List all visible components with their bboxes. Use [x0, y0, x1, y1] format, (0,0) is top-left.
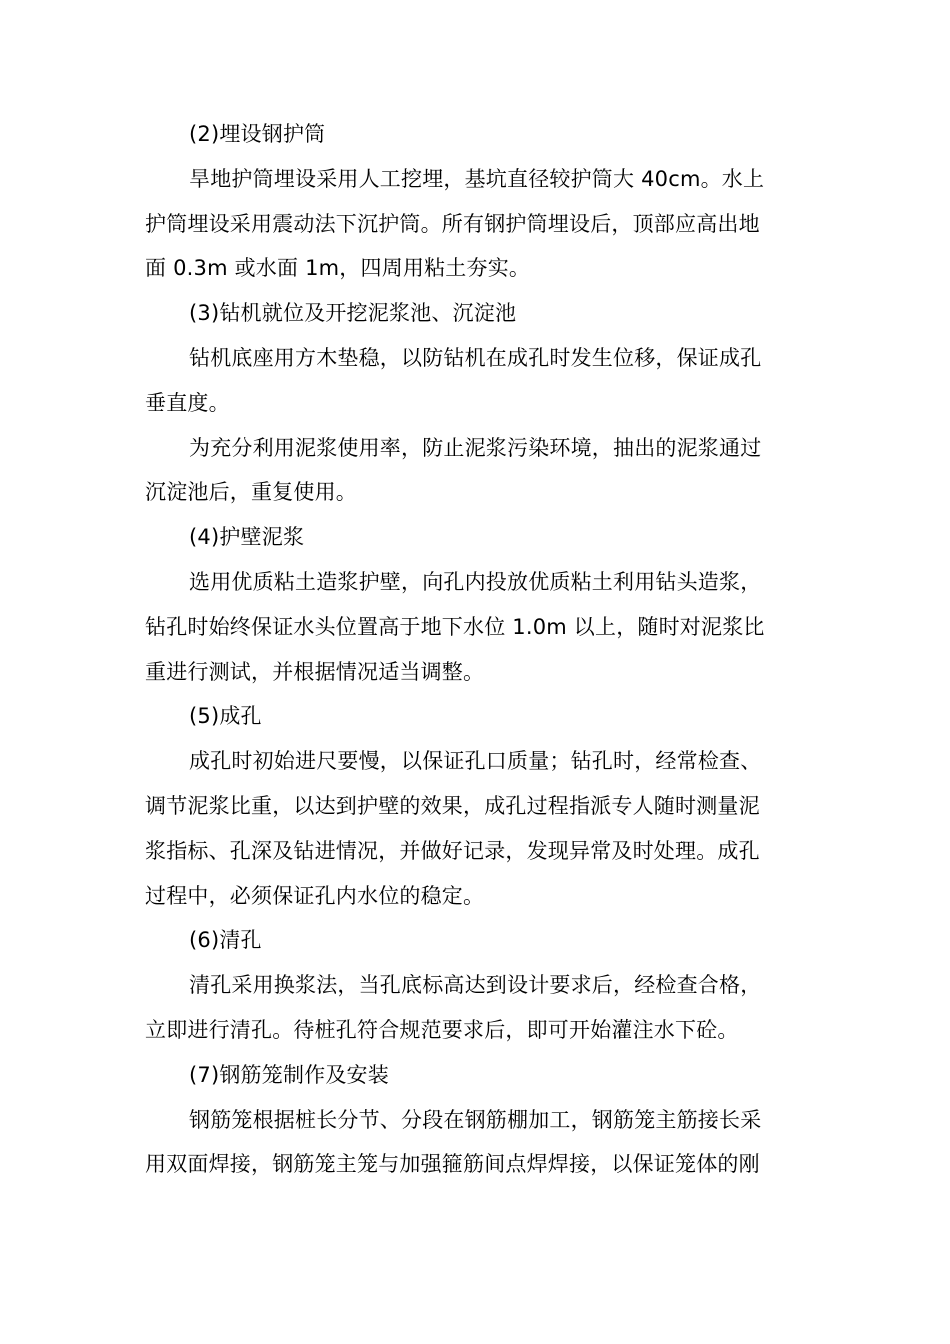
section-heading-hole-cleaning: (6)清孔	[189, 928, 262, 953]
section-heading-embed-steel-casing: (2)埋设钢护筒	[189, 122, 326, 146]
paragraph-line: 清孔采用换浆法，当孔底标高达到设计要求后，经检查合格，	[189, 973, 762, 998]
paragraph-line: 重进行测试，并根据情况适当调整。	[145, 659, 485, 684]
paragraph-line: 浆指标、孔深及钻进情况，并做好记录，发现异常及时处理。成孔	[145, 838, 760, 863]
section-heading-hole-forming: (5)成孔	[189, 704, 262, 729]
paragraph-line: 立即进行清孔。待桩孔符合规范要求后，即可开始灌注水下砼。	[145, 1017, 739, 1042]
paragraph-line: 成孔时初始进尺要慢，以保证孔口质量；钻孔时，经常检查、	[189, 749, 762, 774]
paragraph-line: 垂直度。	[145, 390, 230, 415]
paragraph-line: 沉淀池后，重复使用。	[145, 480, 357, 505]
section-heading-drill-positioning: (3)钻机就位及开挖泥浆池、沉淀池	[189, 301, 517, 326]
section-heading-rebar-cage: (7)钢筋笼制作及安装	[189, 1062, 389, 1087]
paragraph-line: 钢筋笼根据桩长分节、分段在钢筋棚加工，钢筋笼主筋接长采	[189, 1107, 762, 1132]
section-heading-wall-mud: (4)护壁泥浆	[189, 525, 305, 550]
paragraph-line: 调节泥浆比重，以达到护壁的效果，成孔过程指派专人随时测量泥	[145, 793, 760, 818]
paragraph-line: 选用优质粘土造浆护壁，向孔内投放优质粘土利用钻头造浆，	[189, 569, 762, 594]
paragraph-line: 面 0.3m 或水面 1m，四周用粘土夯实。	[145, 256, 531, 281]
paragraph-line: 为充分利用泥浆使用率，防止泥浆污染环境，抽出的泥浆通过	[189, 435, 762, 460]
document-page	[145, 112, 795, 1187]
paragraph-line: 钻孔时始终保证水头位置高于地下水位 1.0m 以上，随时对泥浆比	[145, 614, 765, 639]
paragraph-line: 护筒埋设采用震动法下沉护筒。所有钢护筒埋设后，顶部应高出地	[145, 211, 760, 236]
paragraph-line: 过程中，必须保证孔内水位的稳定。	[145, 883, 485, 908]
paragraph-line: 旱地护筒埋设采用人工挖埋，基坑直径较护筒大 40cm。水上	[189, 166, 765, 191]
paragraph-line: 用双面焊接，钢筋笼主笼与加强箍筋间点焊焊接，以保证笼体的刚	[145, 1152, 760, 1177]
paragraph-line: 钻机底座用方木垫稳，以防钻机在成孔时发生位移，保证成孔	[189, 345, 762, 370]
